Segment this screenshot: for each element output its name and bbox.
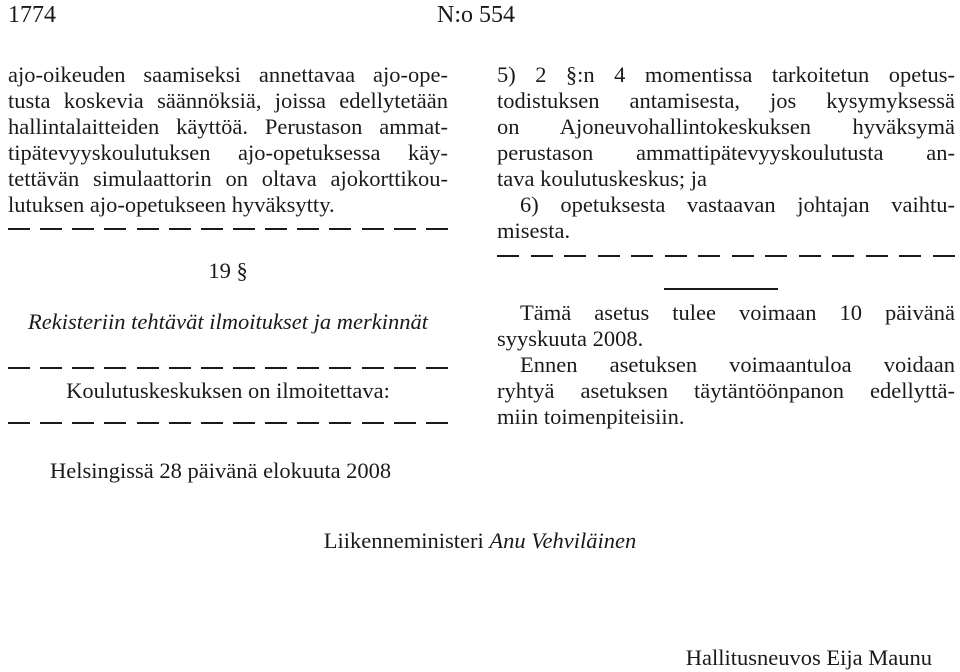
section-title: Rekisteriin tehtävät ilmoitukset ja merkinnät xyxy=(28,309,428,334)
section-end-rule xyxy=(664,288,778,290)
official-signature: Hallitusneuvos Eija Maunu xyxy=(685,645,932,670)
closing-line-1: Tämä asetus tulee voimaan 10 päivänä xyxy=(520,300,955,325)
closing-line-3: Ennen asetuksen voimaantuloa voidaan xyxy=(520,352,955,377)
place-date: Helsingissä 28 päivänä elokuuta 2008 xyxy=(50,458,392,483)
right-line-7: misesta. xyxy=(497,218,571,243)
right-line-5: tava koulutuskeskus; ja xyxy=(497,166,707,191)
closing-line-4: ryhtyä asetuksen täytäntöönpanon edellyttä- xyxy=(497,378,955,403)
left-dash-separator-1 xyxy=(8,228,448,230)
minister-title: Liikenneministeri xyxy=(323,528,484,553)
issue-number: N:o 554 xyxy=(437,2,515,28)
left-line-2: tusta koskevia säännöksiä, joissa edellytetään xyxy=(8,88,448,113)
minister-name: Anu Vehviläinen xyxy=(489,528,637,553)
intro-line: Koulutuskeskuksen on ilmoitettava: xyxy=(66,378,390,403)
right-line-1: 5) 2 §:n 4 momentissa tarkoitetun opetus- xyxy=(497,62,955,87)
right-line-4: perustason ammattipätevyyskoulutusta an- xyxy=(497,140,955,165)
right-line-2: todistuksen antamisesta, jos kysymyksessä xyxy=(497,88,955,113)
section-heading: 19 § xyxy=(208,258,248,283)
page-number: 1774 xyxy=(8,2,56,28)
left-line-6: lutuksen ajo-opetukseen hyväksytty. xyxy=(8,192,335,217)
right-dash-separator xyxy=(497,255,955,257)
left-dash-separator-3 xyxy=(8,422,448,424)
right-line-6: 6) opetuksesta vastaavan johtajan vaihtu- xyxy=(520,192,955,217)
left-line-4: tipätevyyskoulutuksen ajo-opetuksessa käy- xyxy=(8,140,448,165)
left-dash-separator-2 xyxy=(8,367,448,369)
closing-line-2: syyskuuta 2008. xyxy=(497,326,644,351)
closing-line-5: miin toimenpiteisiin. xyxy=(497,404,685,429)
minister-signature xyxy=(0,528,960,554)
right-line-3: on Ajoneuvohallintokeskuksen hyväksymä xyxy=(497,114,955,139)
left-line-1: ajo-oikeuden saamiseksi annettavaa ajo-ope- xyxy=(8,62,448,87)
left-line-3: hallintalaitteiden käyttöä. Perustason ammat- xyxy=(8,114,448,139)
left-line-5: tettävän simulaattorin on oltava ajokorttikou- xyxy=(8,166,448,191)
